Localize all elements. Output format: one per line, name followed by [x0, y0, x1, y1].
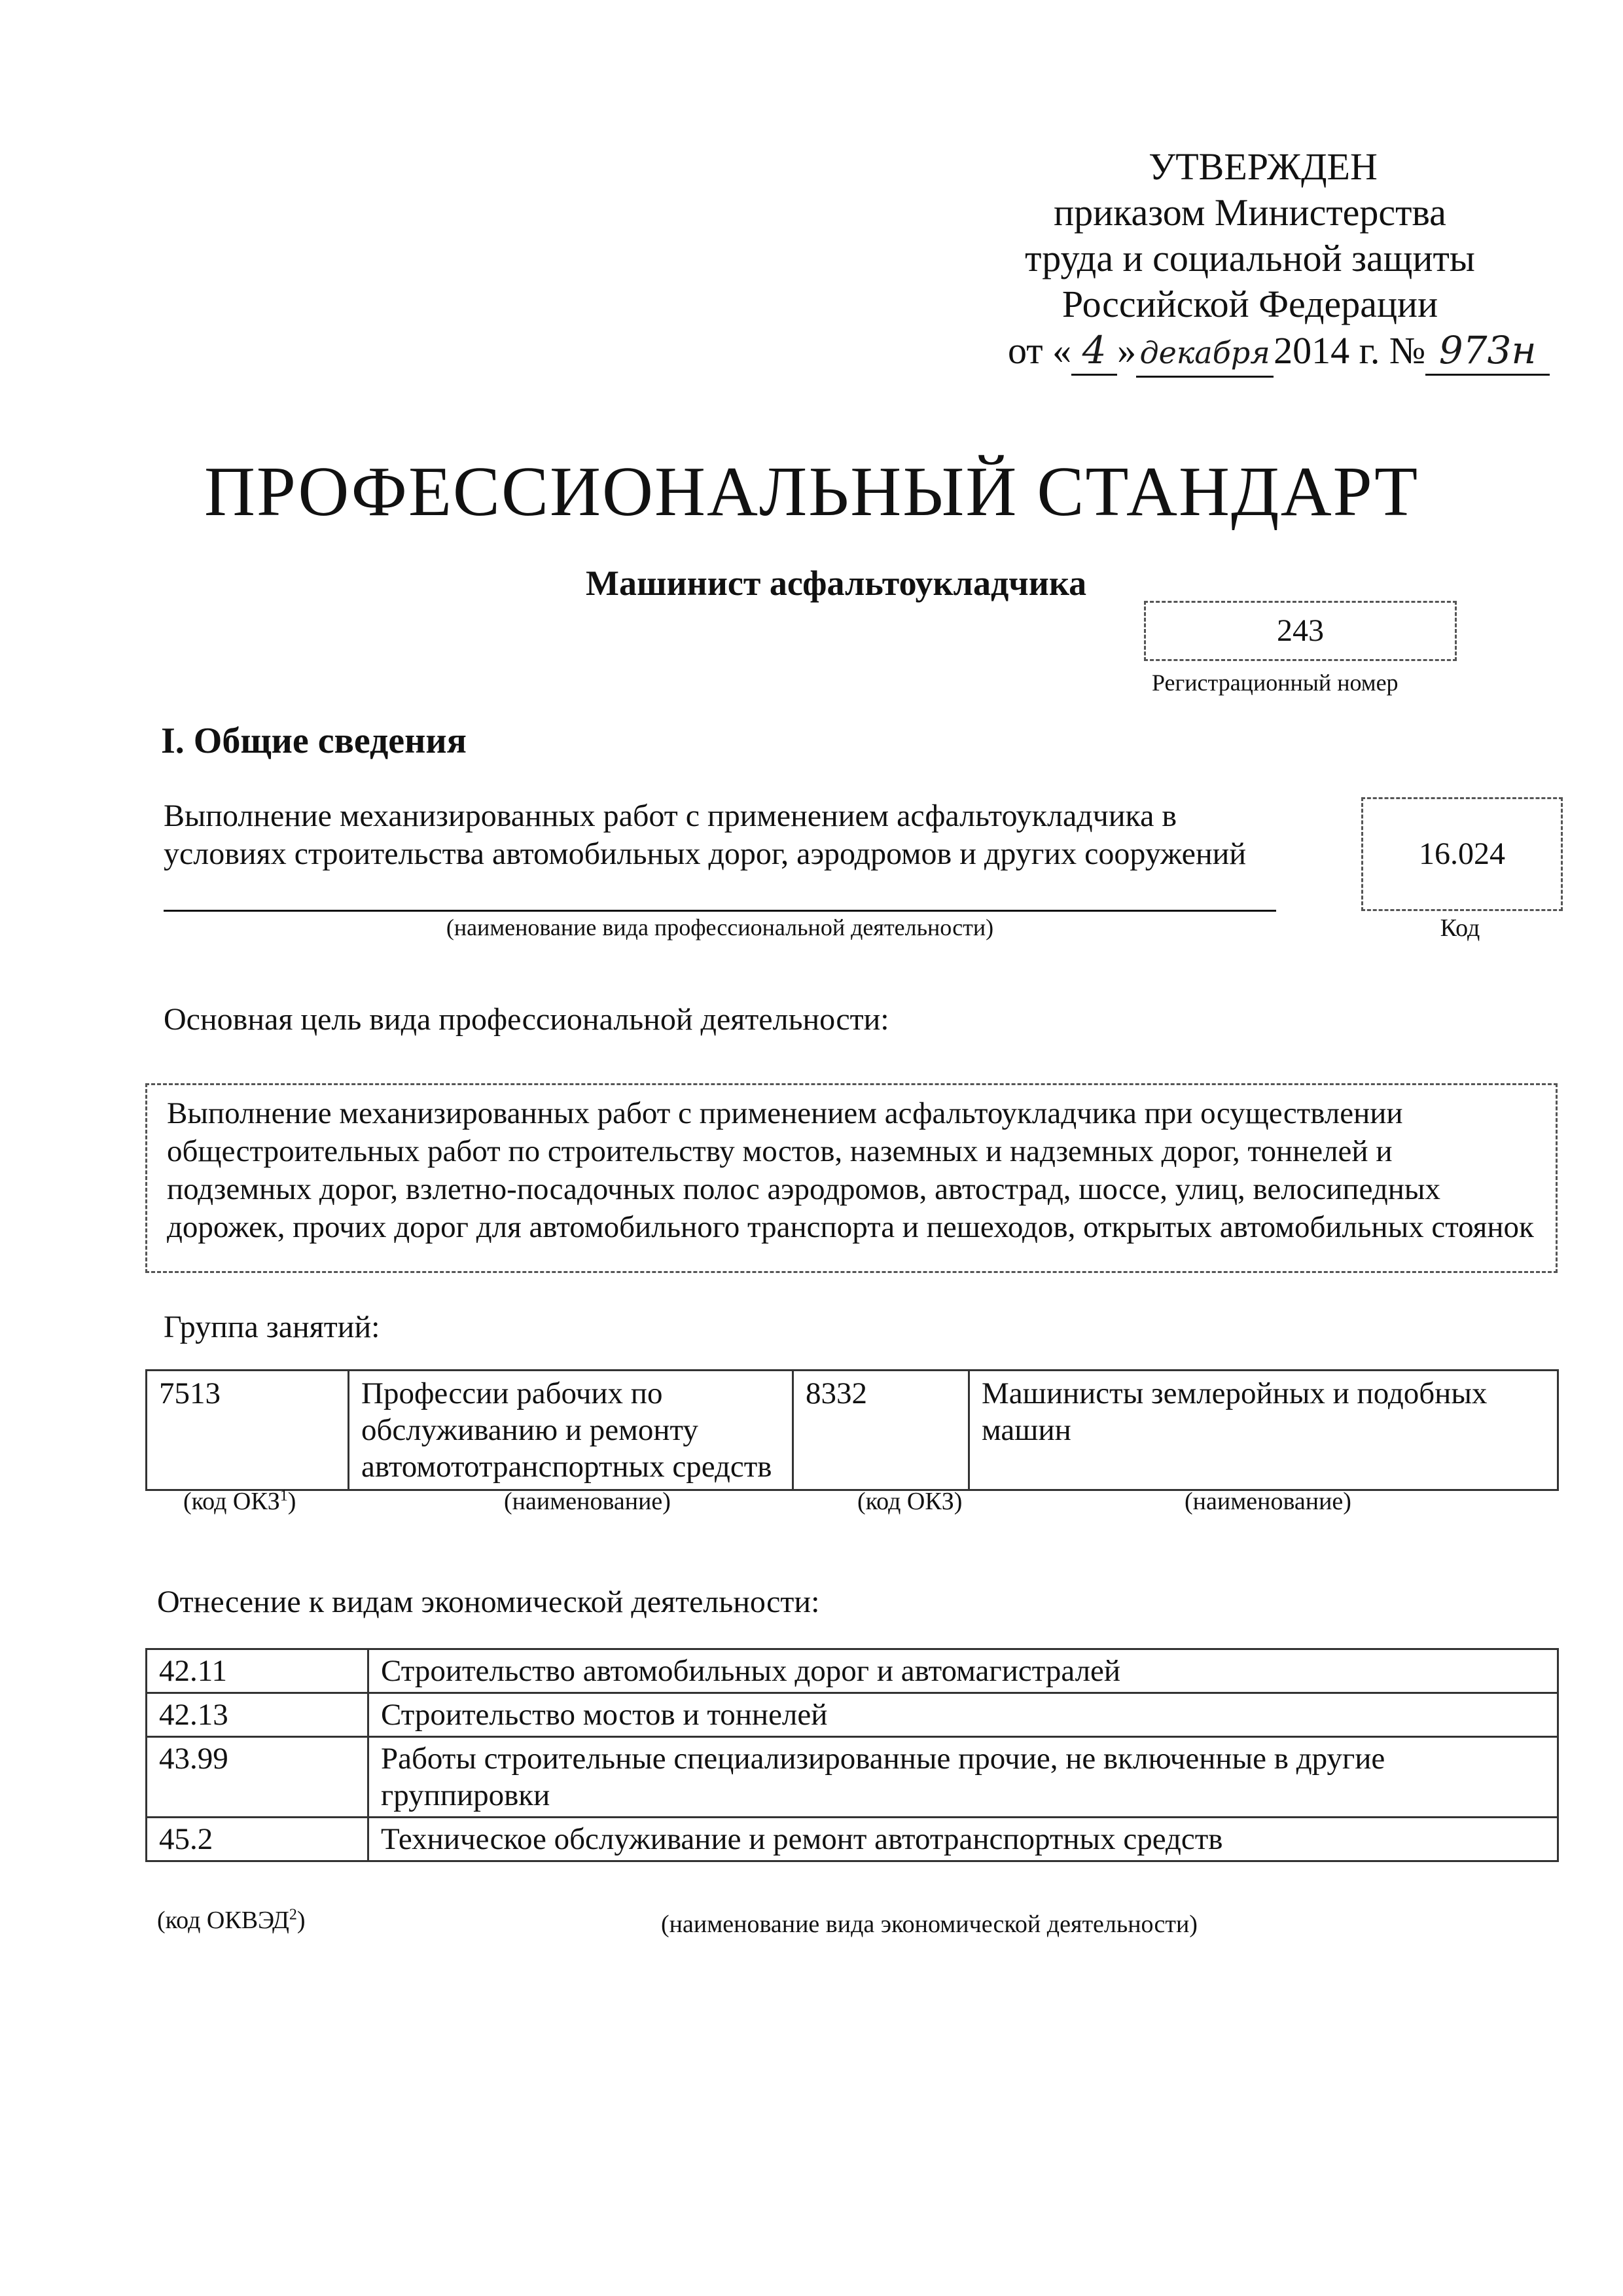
- footnote-mark: 1: [279, 1487, 288, 1505]
- table-row: [147, 1649, 1558, 1693]
- standard-name: Машинист асфальтоукладчика: [586, 564, 1087, 603]
- activity-code-label: Код: [1440, 914, 1480, 942]
- occupation-group-table: [145, 1369, 1559, 1491]
- caption-text: (код ОКВЭД: [157, 1907, 289, 1934]
- registration-number-box: 243: [1144, 601, 1457, 661]
- document-title: ПРОФЕССИОНАЛЬНЫЙ СТАНДАРТ: [204, 453, 1419, 531]
- okz-code-cell: 7513: [147, 1371, 349, 1490]
- okved-heading: Отнесение к видам экономической деятельности:: [157, 1585, 820, 1619]
- approval-line: приказом Министерства: [1054, 191, 1446, 234]
- activity-name: Выполнение механизированных работ с применением асфальтоукладчика в условиях строительства автомобильных дорог, аэродромов и других сооружений: [164, 798, 1247, 871]
- okved-code-cell: 43.99: [147, 1737, 368, 1818]
- date-year: 2014 г. №: [1274, 329, 1426, 372]
- group-heading: Группа занятий:: [164, 1310, 380, 1344]
- approval-line: Российской Федерации: [1061, 283, 1438, 325]
- activity-caption: (наименование вида профессиональной деятельности): [446, 914, 994, 941]
- caption-text: (код ОКЗ: [183, 1488, 280, 1515]
- footnote-mark: 2: [289, 1906, 297, 1924]
- date-prefix: от «: [1008, 329, 1072, 372]
- activity-code-box: 16.024: [1361, 797, 1563, 911]
- approval-heading: УТВЕРЖДЕН: [1149, 145, 1378, 188]
- approval-block: [982, 144, 1537, 378]
- okved-code-cell: 42.11: [147, 1649, 368, 1693]
- okved-code-cell: 42.13: [147, 1693, 368, 1737]
- okz-name-caption: (наименование): [1185, 1488, 1351, 1515]
- caption-text: ): [296, 1907, 306, 1934]
- okved-name-cell: Работы строительные специализированные прочие, не включенные в другие группировки: [368, 1737, 1558, 1818]
- okz-name-caption: (наименование): [504, 1488, 671, 1515]
- approval-line: труда и социальной защиты: [1025, 237, 1475, 279]
- table-row: [147, 1693, 1558, 1737]
- approval-date-line: [982, 327, 1537, 378]
- table-row: [147, 1371, 1558, 1490]
- okved-name-cell: Техническое обслуживание и ремонт автотранспортных средств: [368, 1818, 1558, 1861]
- purpose-text-box: Выполнение механизированных работ с применением асфальтоукладчика при осуществлении общестроительных работ по строительству мостов, наземных и надземных дорог, тоннелей и подземных дорог, взлетно-посадочных полос аэродромов, автострад, шоссе, улиц, велосипедных дорожек, прочих дорог для автомобильного транспорта и пешеходов, открытых автомобильных стоянок: [145, 1083, 1558, 1273]
- okved-name-caption: (наименование вида экономической деятельности): [661, 1910, 1198, 1938]
- okz-code-caption: [183, 1487, 296, 1516]
- table-row: [147, 1737, 1558, 1818]
- okved-name-cell: Строительство мостов и тоннелей: [368, 1693, 1558, 1737]
- section-heading: I. Общие сведения: [161, 721, 467, 761]
- okz-code-cell: 8332: [793, 1371, 969, 1490]
- okved-table: [145, 1648, 1559, 1862]
- handwritten-number: 973н: [1438, 328, 1537, 372]
- registration-number-label: Регистрационный номер: [1152, 670, 1399, 696]
- caption-text: ): [287, 1488, 296, 1515]
- date-mid: »: [1117, 329, 1137, 372]
- okz-name-cell: Машинисты землеройных и подобных машин: [969, 1371, 1558, 1490]
- table-row: [147, 1818, 1558, 1861]
- okved-name-cell: Строительство автомобильных дорог и автомагистралей: [368, 1649, 1558, 1693]
- handwritten-month: декабря: [1139, 335, 1270, 370]
- okz-name-cell: Профессии рабочих по обслуживанию и ремонту автомототранспортных средств: [349, 1371, 793, 1490]
- okved-code-caption: [157, 1906, 306, 1935]
- handwritten-day: 4: [1082, 328, 1107, 372]
- purpose-heading: Основная цель вида профессиональной деятельности:: [164, 1002, 889, 1037]
- okz-code-caption: (код ОКЗ): [857, 1488, 963, 1515]
- activity-underline: [164, 910, 1276, 912]
- okved-code-cell: 45.2: [147, 1818, 368, 1861]
